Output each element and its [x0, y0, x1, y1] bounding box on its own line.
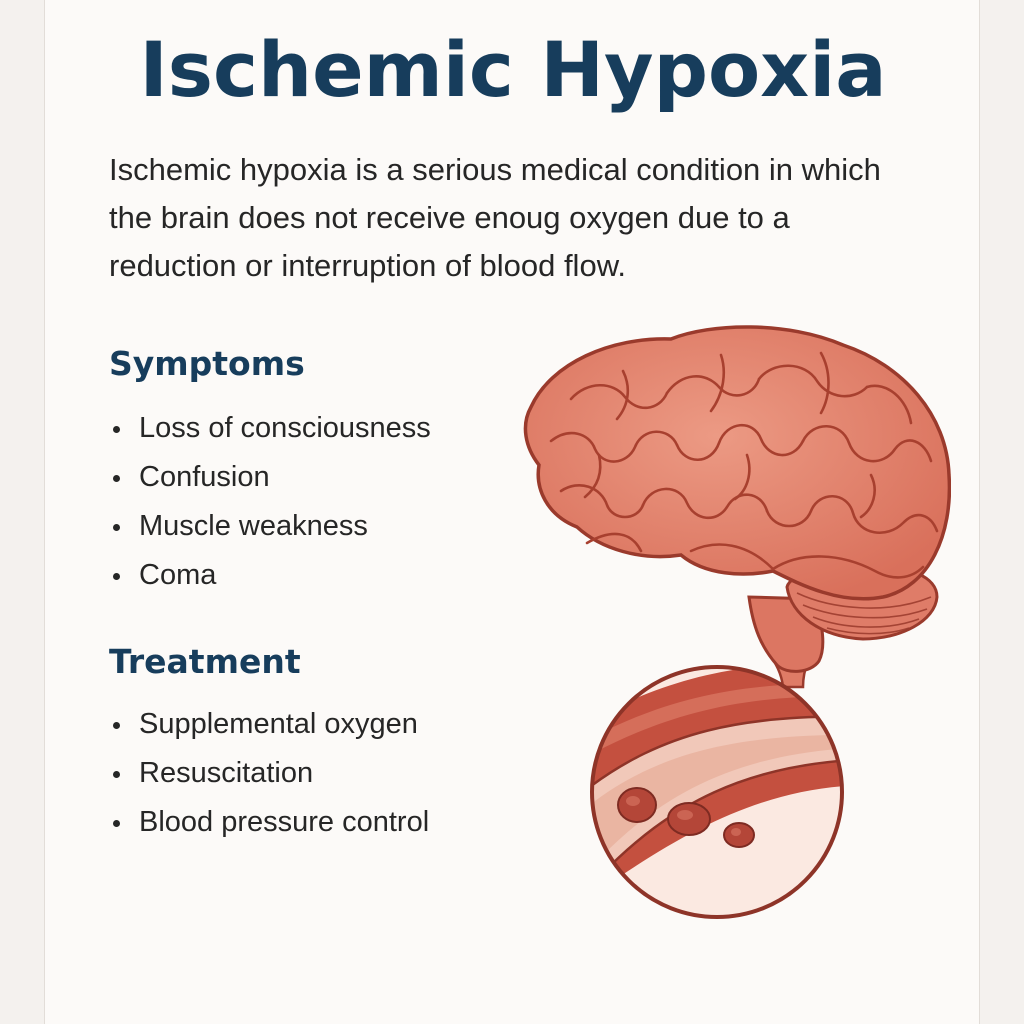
list-item: Blood pressure control — [109, 798, 429, 847]
list-item: Supplemental oxygen — [109, 700, 429, 749]
list-item: Muscle weakness — [109, 502, 431, 551]
symptoms-list — [109, 404, 431, 600]
list-item: Loss of consciousness — [109, 404, 431, 453]
treatment-list — [109, 700, 429, 847]
list-item: Coma — [109, 551, 431, 600]
page-title: Ischemic Hypoxia — [139, 25, 887, 114]
intro-paragraph: Ischemic hypoxia is a serious medical condition in which the brain does not receive enoug oxygen due to a reduction or interruption of blood flow. — [109, 152, 881, 283]
blood-vessel-icon — [551, 663, 871, 925]
list-item: Resuscitation — [109, 749, 429, 798]
brain-icon — [525, 327, 949, 671]
treatment-heading: Treatment — [109, 642, 301, 681]
list-item: Confusion — [109, 453, 431, 502]
infographic-page — [44, 0, 980, 1024]
symptoms-heading: Symptoms — [109, 344, 305, 383]
brain-illustration — [491, 315, 951, 935]
